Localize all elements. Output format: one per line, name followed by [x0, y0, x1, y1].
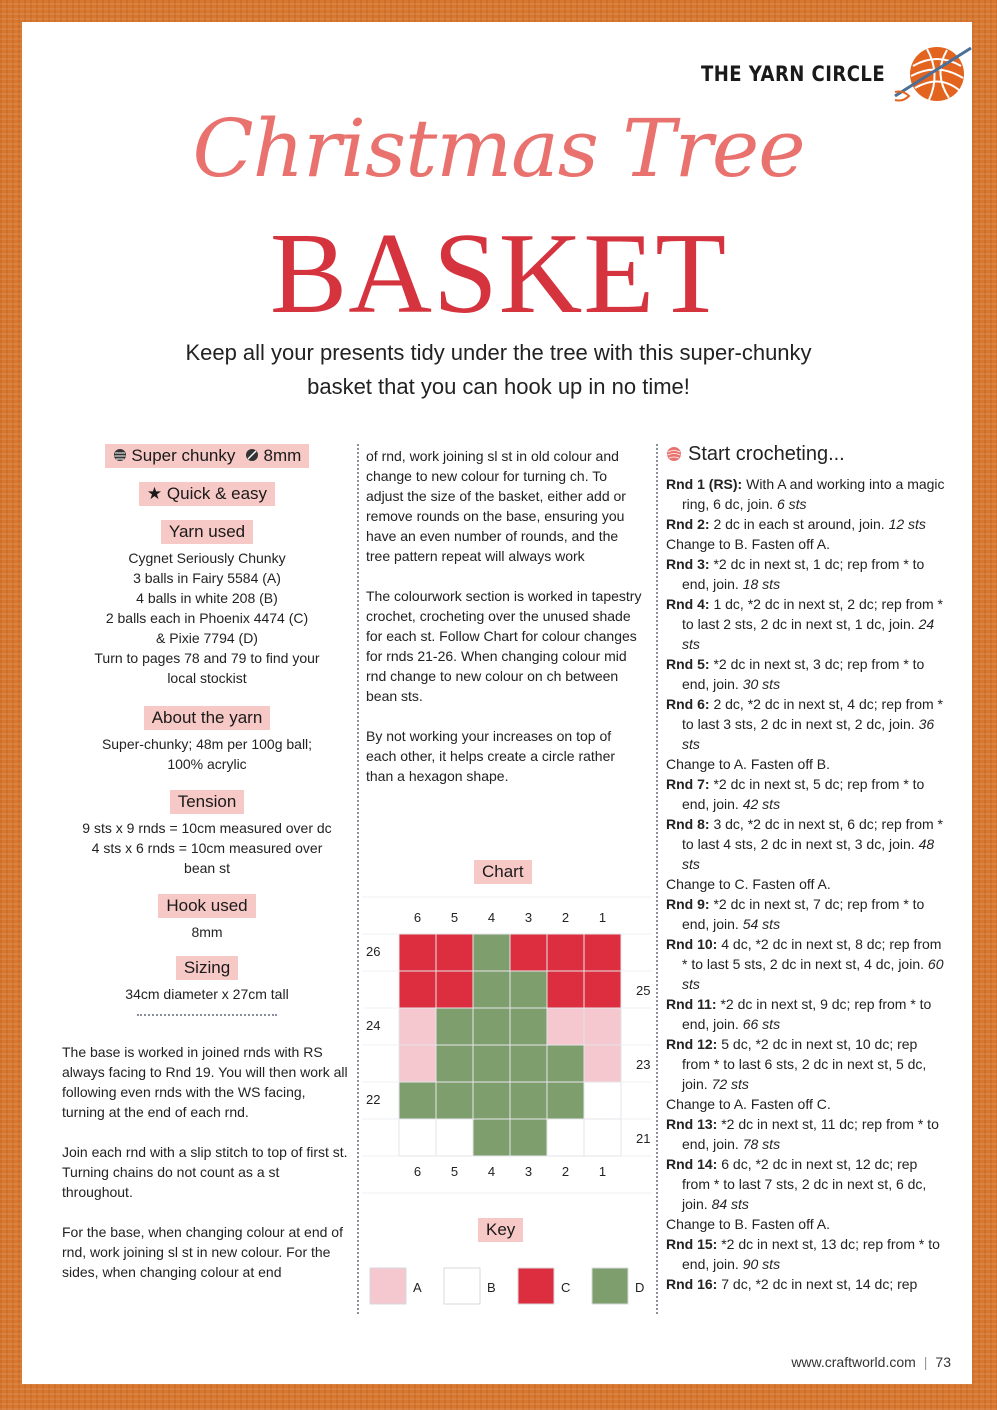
round-instruction: [666, 1274, 946, 1294]
footer-url: www.craftworld.com: [791, 1354, 916, 1370]
chart-cell: [436, 1045, 473, 1082]
column-label: 5: [450, 1164, 459, 1179]
spec-line: Turn to pages 78 and 79 to find your: [94, 650, 320, 666]
row-label: 25: [636, 983, 651, 998]
yarn-ball-icon: [666, 446, 682, 462]
round-instruction: [666, 534, 946, 554]
chart-cell: [436, 1008, 473, 1045]
round-text: *2 dc in next st, 7 dc; rep from * to end, join.: [682, 896, 925, 932]
dotted-divider: [137, 1014, 277, 1016]
note-paragraph: The colourwork section is worked in tapestry crochet, crocheting over the unused shade for each st. Follow Chart for colour changes for rnds 21-26. When changing colour mid rnd change to new colour on ch between bean sts.: [366, 588, 642, 704]
spec-line: 8mm: [191, 924, 223, 940]
chart-cell: [510, 1082, 547, 1119]
brand-logo: [671, 44, 977, 104]
column-label: 3: [524, 1164, 533, 1179]
stitch-count: 72 sts: [711, 1076, 749, 1092]
chart-cell: [399, 971, 436, 1008]
round-text: 2 dc, *2 dc in next st, 4 dc; rep from * to last 3 sts, 2 dc in next st, 2 dc, join.: [682, 696, 944, 732]
spec-line: 9 sts x 9 rnds = 10cm measured over dc: [82, 820, 332, 836]
round-label: Rnd 7:: [666, 776, 710, 792]
round-label: Rnd 6:: [666, 696, 710, 712]
round-label: Rnd 15:: [666, 1236, 718, 1252]
intro-text: [120, 336, 877, 404]
round-text: 3 dc, *2 dc in next st, 6 dc; rep from * to last 4 sts, 2 dc in next st, 3 dc, join.: [682, 816, 944, 852]
chart-cell: [399, 1082, 436, 1119]
stitch-count: 18 sts: [742, 576, 781, 592]
chart-cell: [584, 1045, 621, 1082]
hook-icon: [245, 448, 259, 462]
page-number: 73: [935, 1354, 951, 1370]
hook-size: 8mm: [263, 446, 302, 465]
round-instruction: [666, 814, 946, 874]
round-text: *2 dc in next st, 3 dc; rep from * to end, join.: [682, 656, 925, 692]
stitch-count: 6 sts: [776, 496, 807, 512]
note-paragraph: By not working your increases on top of each other, it helps create a circle rather than a hexagon shape.: [366, 728, 616, 784]
chart-cell: [584, 1119, 621, 1156]
spec-line: 34cm diameter x 27cm tall: [125, 986, 289, 1002]
stitch-count: 54 sts: [742, 916, 781, 932]
column-label: 6: [413, 1164, 422, 1179]
round-text: *2 dc in next st, 1 dc; rep from * to end, join.: [682, 556, 925, 592]
stitch-count: 36 sts: [682, 716, 935, 752]
stitch-count: 66 sts: [742, 1016, 781, 1032]
spec-line: & Pixie 7794 (D): [156, 630, 258, 646]
round-text: *2 dc in next st, 11 dc; rep from * to end, join.: [682, 1116, 939, 1152]
round-instruction: [666, 1214, 946, 1234]
chart-cell: [473, 1045, 510, 1082]
stitch-count: 42 sts: [742, 796, 781, 812]
chart-cell: [547, 1008, 584, 1045]
column-label: 2: [561, 910, 570, 925]
round-instruction: [666, 654, 946, 694]
round-text: Change to A. Fasten off B.: [666, 756, 830, 772]
about-yarn-heading: About the yarn: [144, 706, 271, 730]
stitch-count: 30 sts: [742, 676, 781, 692]
stitch-count: 48 sts: [682, 836, 935, 872]
key-label: B: [487, 1280, 496, 1295]
round-label: Rnd 13:: [666, 1116, 718, 1132]
round-label: Rnd 5:: [666, 656, 710, 672]
round-label: Rnd 12:: [666, 1036, 718, 1052]
colourwork-chart: [358, 892, 656, 1194]
chart-cell: [436, 971, 473, 1008]
round-text: Change to B. Fasten off A.: [666, 1216, 830, 1232]
note-paragraph: Join each rnd with a slip stitch to top of first st. Turning chains do not count as a st throughout.: [62, 1144, 348, 1200]
chart-cell: [436, 934, 473, 971]
round-instruction: [666, 1114, 946, 1154]
round-text: 2 dc in each st around, join.: [709, 516, 889, 532]
spec-line: 4 sts x 6 rnds = 10cm measured over: [91, 840, 323, 856]
chart-heading-wrap: [474, 860, 532, 884]
round-instruction: [666, 554, 946, 594]
chart-cell: [399, 1119, 436, 1156]
key-heading: Key: [478, 1218, 523, 1242]
chart-cell: [547, 934, 584, 971]
round-text: 1 dc, *2 dc in next st, 2 dc; rep from * to last 2 sts, 2 dc in next st, 1 dc, join.: [682, 596, 944, 632]
column-label: 1: [598, 1164, 607, 1179]
row-label: 26: [366, 944, 381, 959]
stitch-count: 60 sts: [682, 956, 944, 992]
difficulty-tag: [139, 482, 275, 506]
round-text: 5 dc, *2 dc in next st, 10 dc; rep from * to last 6 sts, 2 dc in next st, 5 dc, join.: [682, 1036, 927, 1092]
chart-cell: [436, 1119, 473, 1156]
round-instruction: [666, 514, 946, 534]
chart-cell: [547, 1082, 584, 1119]
round-instruction: [666, 1094, 946, 1114]
chart-cell: [510, 934, 547, 971]
row-label: 24: [366, 1018, 381, 1033]
round-label: Rnd 9:: [666, 896, 710, 912]
stitch-count: 12 sts: [888, 516, 926, 532]
chart-cell: [584, 1082, 621, 1119]
round-text: Change to B. Fasten off A.: [666, 536, 830, 552]
column-label: 4: [487, 910, 496, 925]
row-label: 22: [366, 1092, 381, 1107]
key-label: A: [413, 1280, 422, 1295]
yarn-used-details: [62, 548, 352, 688]
column-label: 4: [487, 1164, 496, 1179]
chart-cell: [399, 934, 436, 971]
spec-line: 3 balls in Fairy 5584 (A): [133, 570, 281, 586]
spec-line: Cygnet Seriously Chunky: [128, 550, 286, 566]
column-label: 6: [413, 910, 422, 925]
specs-column: [62, 444, 352, 1302]
column-divider: [656, 444, 658, 1314]
round-label: Rnd 3:: [666, 556, 710, 572]
chart-cell: [584, 1008, 621, 1045]
chart-cell: [584, 934, 621, 971]
instructions-title: Start crocheting...: [688, 443, 845, 465]
column-label: 5: [450, 910, 459, 925]
spec-line: 2 balls each in Phoenix 4474 (C): [105, 610, 309, 626]
instructions-heading: [666, 444, 946, 464]
column-label: 3: [524, 910, 533, 925]
spec-line: local stockist: [167, 670, 247, 686]
key-label: C: [561, 1280, 571, 1295]
round-instruction: [666, 934, 946, 994]
round-text: *2 dc in next st, 5 dc; rep from * to end, join.: [682, 776, 925, 812]
yarn-icon: [113, 448, 127, 462]
weight-hook-tag: [105, 444, 310, 468]
footer-separator: |: [923, 1354, 928, 1370]
stitch-count: 24 sts: [682, 616, 935, 652]
chart-cell: [399, 1045, 436, 1082]
round-text: 7 dc, *2 dc in next st, 14 dc; rep: [717, 1276, 918, 1292]
round-label: Rnd 1 (RS):: [666, 476, 743, 492]
round-instruction: [666, 474, 946, 514]
round-text: Change to C. Fasten off A.: [666, 876, 831, 892]
round-instruction: [666, 1154, 946, 1214]
brand-name: THE YARN CIRCLE: [700, 62, 885, 86]
round-label: Rnd 8:: [666, 816, 710, 832]
round-instruction: [666, 754, 946, 774]
note-paragraph: For the base, when changing colour at end of rnd, work joining sl st in new colour. For the sides, when changing colour at end: [62, 1224, 343, 1280]
instructions-column: [666, 444, 946, 1294]
round-instruction: [666, 594, 946, 654]
key-swatch: [370, 1268, 406, 1304]
round-label: Rnd 16:: [666, 1276, 718, 1292]
chart-cell: [510, 1008, 547, 1045]
stitch-count: 90 sts: [742, 1256, 781, 1272]
page-footer: [791, 1354, 951, 1370]
chart-heading: Chart: [474, 860, 532, 884]
spec-line: Super-chunky; 48m per 100g ball;: [101, 736, 313, 752]
column-label: 1: [598, 910, 607, 925]
chart-cell: [436, 1082, 473, 1119]
round-instruction: [666, 874, 946, 894]
row-label: 21: [636, 1131, 651, 1146]
intro-line: Keep all your presents tidy under the tree with this super-chunky: [185, 340, 812, 365]
chart-cell: [399, 1008, 436, 1045]
chart-cell: [584, 971, 621, 1008]
round-instruction: [666, 1034, 946, 1094]
chart-cell: [510, 971, 547, 1008]
row-label: 23: [636, 1057, 651, 1072]
round-text: 4 dc, *2 dc in next st, 8 dc; rep from * to last 5 sts, 2 dc in next st, 4 dc, join.: [682, 936, 942, 972]
sizing-heading: Sizing: [176, 956, 238, 980]
key-swatch: [518, 1268, 554, 1304]
round-text: *2 dc in next st, 13 dc; rep from * to end, join.: [682, 1236, 940, 1272]
page-title: BASKET: [269, 210, 728, 338]
chart-cell: [547, 1119, 584, 1156]
chart-key: [362, 1262, 652, 1312]
chart-cell: [473, 1008, 510, 1045]
key-swatch: [444, 1268, 480, 1304]
intro-line: basket that you can hook up in no time!: [307, 374, 690, 399]
spec-line: 4 balls in white 208 (B): [136, 590, 278, 606]
stitch-count: 78 sts: [742, 1136, 781, 1152]
yarn-used-heading: Yarn used: [161, 520, 253, 544]
chart-cell: [547, 971, 584, 1008]
chart-cell: [510, 1045, 547, 1082]
chart-cell: [473, 971, 510, 1008]
round-text: Change to A. Fasten off C.: [666, 1096, 831, 1112]
round-instruction: [666, 1234, 946, 1274]
title-script: Christmas Tree: [192, 102, 805, 195]
round-instruction: [666, 894, 946, 934]
key-heading-wrap: [478, 1218, 523, 1242]
spec-line: 100% acrylic: [167, 756, 247, 772]
note-paragraph: The base is worked in joined rnds with RS always facing to Rnd 19. You will then work all following even rnds with the WS facing, turning at the end of each rnd.: [62, 1044, 348, 1120]
round-text: *2 dc in next st, 9 dc; rep from * to end, join.: [682, 996, 932, 1032]
round-label: Rnd 14:: [666, 1156, 718, 1172]
spec-line: bean st: [184, 860, 230, 876]
chart-cell: [473, 934, 510, 971]
round-text: With A and working into a magic ring, 6 dc, join.: [682, 476, 945, 512]
round-text: 6 dc, *2 dc in next st, 12 dc; rep from * to last 7 sts, 2 dc in next st, 6 dc, join.: [682, 1156, 927, 1212]
weight-label: Super chunky: [131, 446, 236, 465]
key-swatch: [592, 1268, 628, 1304]
chart-cell: [473, 1082, 510, 1119]
key-label: D: [635, 1280, 645, 1295]
yarn-ball-icon: [893, 44, 977, 104]
round-label: Rnd 2:: [666, 516, 710, 532]
round-instruction: [666, 994, 946, 1034]
note-paragraph: of rnd, work joining sl st in old colour and change to new colour for turning ch. To adjust the size of the basket, either add or remove rounds on the base, ensuring you have an even number of rounds, and the tree pattern repeat will always work: [366, 448, 626, 564]
round-instruction: [666, 774, 946, 814]
round-label: Rnd 10:: [666, 936, 718, 952]
star-icon: ★: [146, 484, 163, 503]
hook-used-heading: Hook used: [158, 894, 255, 918]
round-list: [666, 474, 946, 1294]
chart-cell: [510, 1119, 547, 1156]
tension-heading: Tension: [170, 790, 245, 814]
stitch-count: 84 sts: [711, 1196, 749, 1212]
column-label: 2: [561, 1164, 570, 1179]
difficulty-label: Quick & easy: [166, 484, 268, 503]
round-instruction: [666, 694, 946, 754]
chart-cell: [473, 1119, 510, 1156]
notes-column: [366, 446, 644, 806]
round-label: Rnd 4:: [666, 596, 710, 612]
round-label: Rnd 11:: [666, 996, 717, 1012]
chart-cell: [547, 1045, 584, 1082]
